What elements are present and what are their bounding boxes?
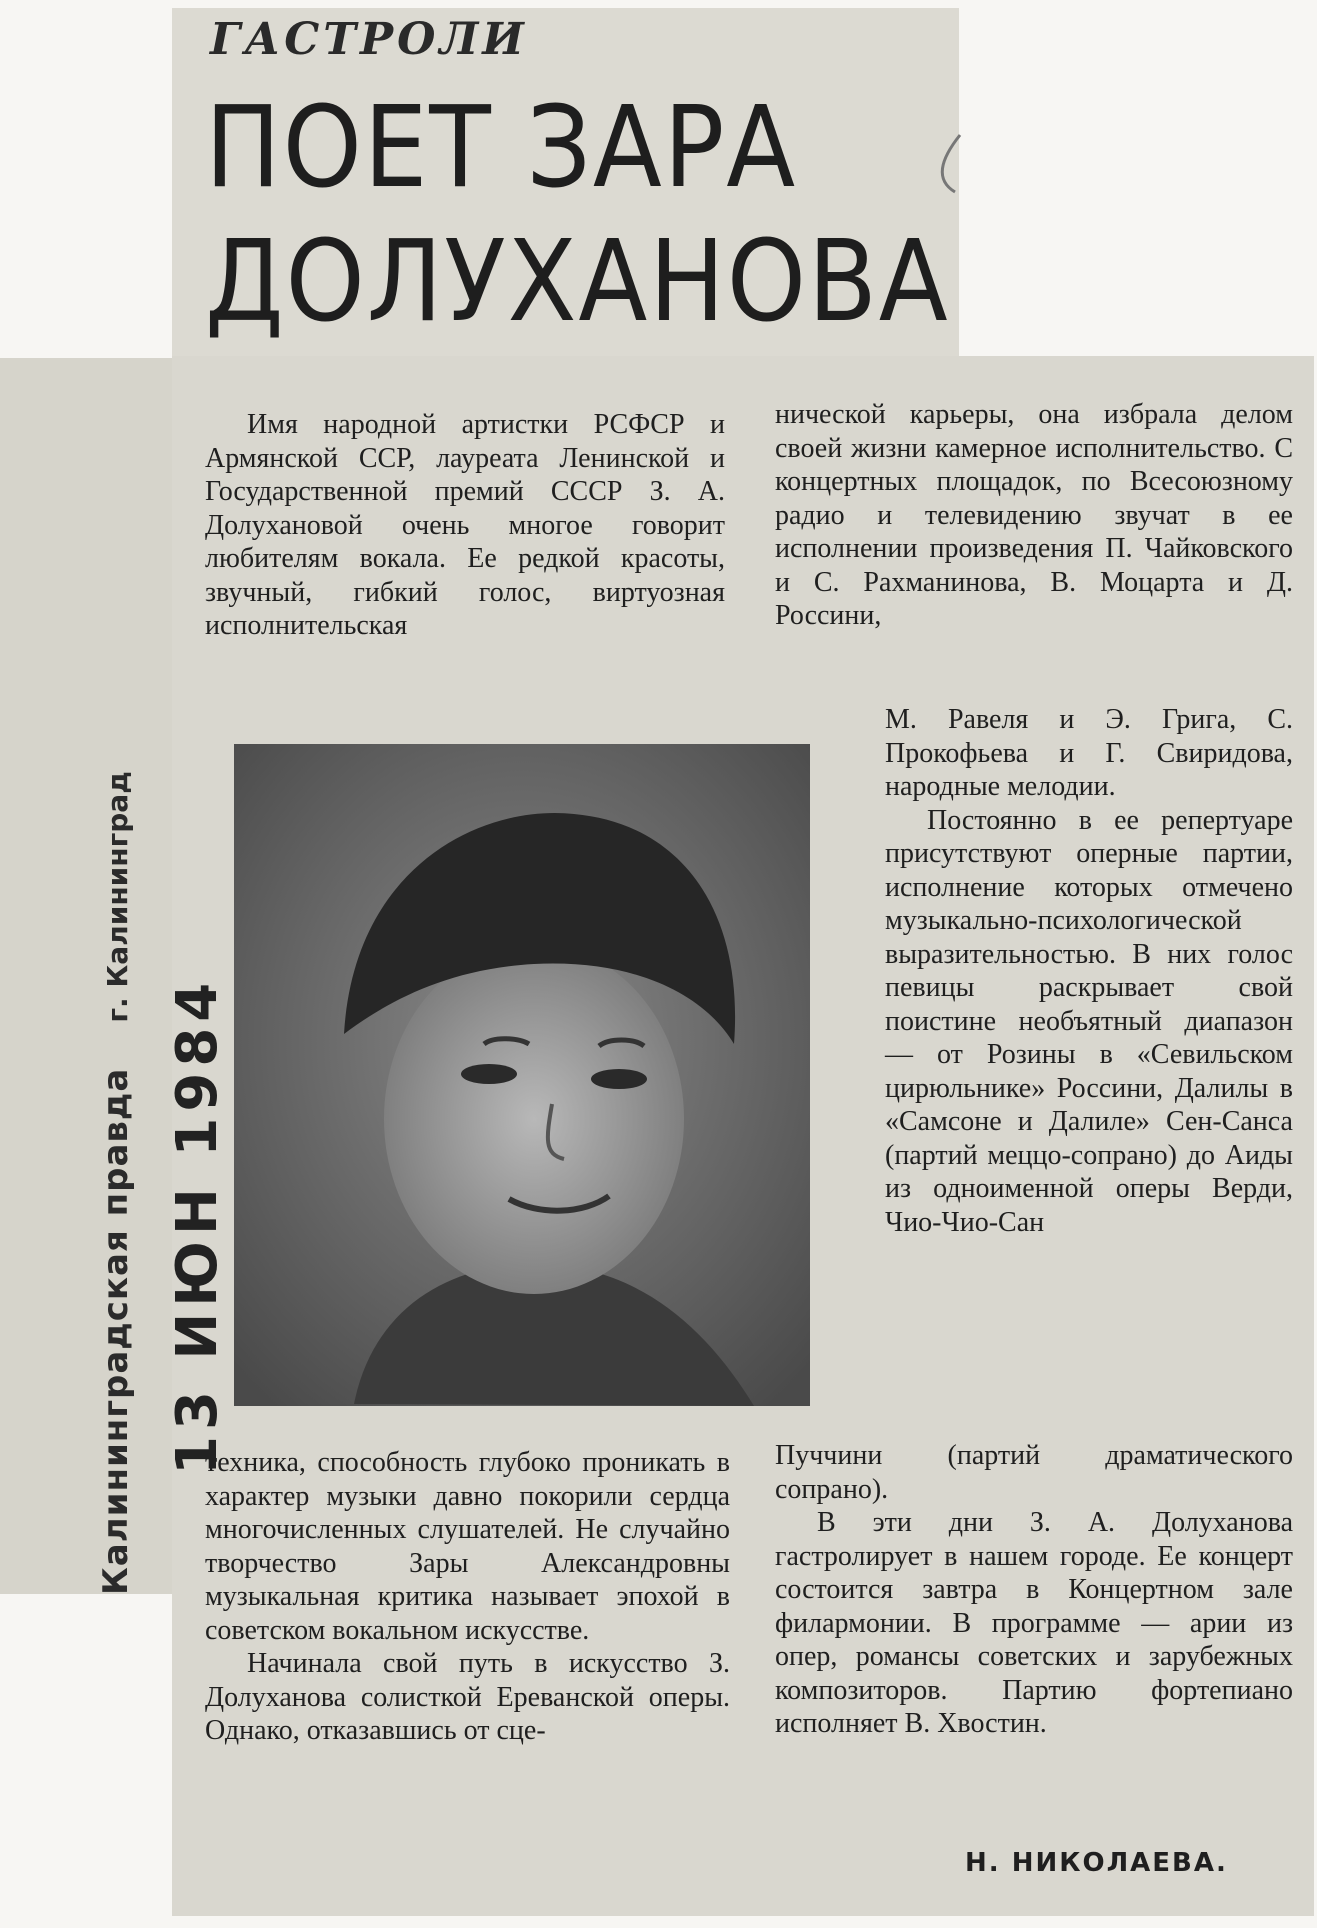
article-column-left-bottom [205, 1446, 730, 1748]
article-paragraph: Постоянно в ее репертуаре присутствуют оперные партии, исполнение которых отмечено музыкально-психологической выразительностью. В них голос певицы раскрывает свой поистине необъятный диапазон — от Розины в «Севильском цирюльнике» Россини, Далилы в «Самсоне и Далиле» Сен-Санса (партий меццо-сопрано) до Аиды из одноименной оперы Верди, Чио-Чио-Сан [885, 804, 1293, 1238]
portrait-image [234, 744, 810, 1406]
article-column-right-bottom [775, 1439, 1293, 1741]
stamp-date: 13 ИЮН 1984 [165, 976, 230, 1475]
article-paragraph-continued: М. Равеля и Э. Грига, С. Прокофьева и Г. Свиридова, народные мелодии. [885, 704, 1293, 802]
article-paragraph-continued: техника, способность глубоко проникать в характер музыки давно покорили сердца многочисленных слушателей. Не случайно творчество Зары Александровны музыкальная критика называет эпохой в советском вокальном искусстве. [205, 1447, 730, 1646]
newspaper-stamp [96, 395, 136, 1595]
headline-line-2: ДОЛУХАНОВА [205, 217, 950, 347]
article-headline [205, 83, 950, 347]
article-paragraph: Начинала свой путь в искусство З. Долуханова солисткой Ереванской оперы. Однако, отказавшись от сце- [205, 1648, 730, 1746]
article-column-right-wrap [885, 703, 1293, 1239]
article-column-left-top [205, 408, 725, 643]
portrait-photo [234, 744, 810, 1406]
article-column-right-top [775, 398, 1293, 633]
article-paragraph-continued: Пуччини (партий драматического сопрано). [775, 1440, 1293, 1505]
stamp-city: г. Калининград [101, 771, 134, 1023]
pencil-mark-icon [930, 130, 970, 200]
stamp-newspaper-name: Калининградская правда [96, 1067, 136, 1595]
stamp-paper-strip [0, 358, 190, 1594]
author-byline: Н. НИКОЛАЕВА. [965, 1848, 1228, 1878]
article-paragraph-continued: нической карьеры, она избрала делом своей жизни камерное исполнительство. С концертных площадок, по Всесоюзному радио и телевидению звучат в ее исполнении произведения П. Чайковского и С. Рахманинова, В. Моцарта и Д. Россини, [775, 399, 1293, 631]
article-paragraph: Имя народной артистки РСФСР и Армянской ССР, лауреата Ленинской и Государственной премий СССР З. А. Долухановой очень многое говорит любителям вокала. Ее редкой красоты, звучный, гибкий голос, виртуозная исполнительская [205, 409, 725, 641]
article-paragraph: В эти дни З. А. Долуханова гастролирует в нашем городе. Ее концерт состоится завтра в Концертном зале филармонии. В программе — арии из опер, романсы советских и зарубежных композиторов. Партию фортепиано исполняет В. Хвостин. [775, 1507, 1293, 1739]
rubric-label: ГАСТРОЛИ [210, 14, 528, 65]
headline-line-1: ПОЕТ ЗАРА [205, 83, 797, 213]
